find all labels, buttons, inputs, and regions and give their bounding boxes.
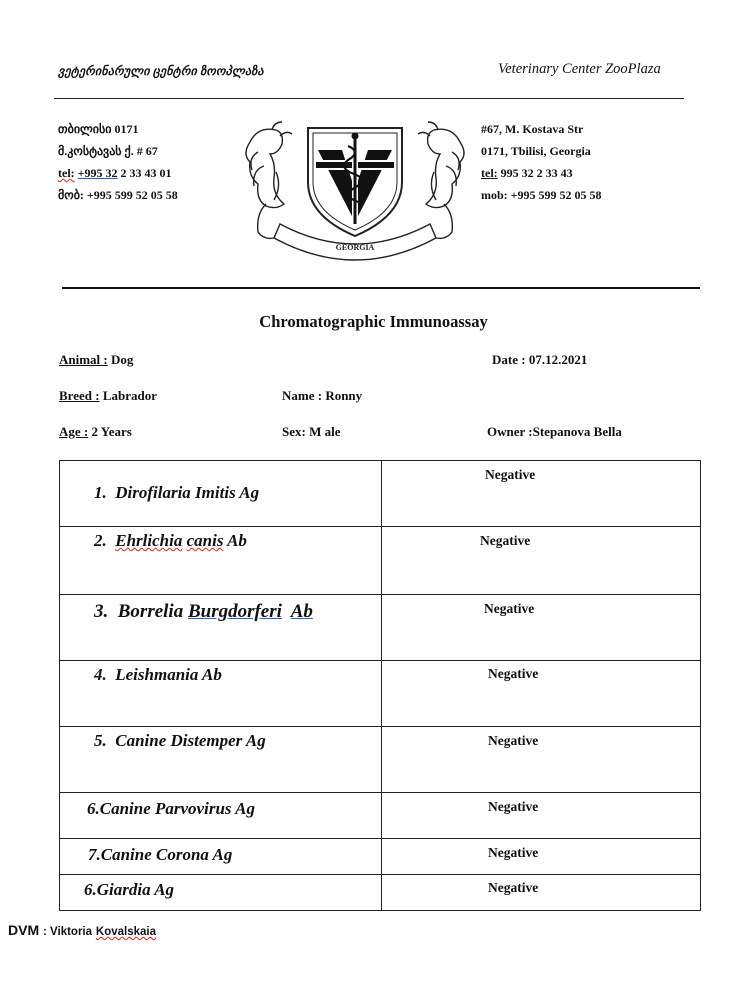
- address-street: მ.კოსტავას ქ. # 67: [58, 144, 158, 158]
- table-row: [60, 793, 701, 839]
- test-result: Negative: [488, 799, 539, 814]
- test-result: Negative: [485, 467, 536, 482]
- table-row: [60, 727, 701, 793]
- clinic-coat-of-arms-logo: [236, 112, 474, 262]
- table-row: [60, 461, 701, 527]
- veterinarian-signature-line: DVM : Viktoria Kovalskaia: [8, 922, 157, 938]
- owner-field: Owner :Stepanova Bella: [487, 424, 622, 439]
- address-city-en: 0171, Tbilisi, Georgia: [481, 144, 591, 158]
- test-result: Negative: [488, 666, 539, 681]
- pet-name-field: Name : Ronny: [282, 388, 363, 403]
- address-mobile: მობ: +995 599 52 05 58: [58, 188, 178, 202]
- test-result: Negative: [484, 601, 535, 616]
- section-divider: [62, 287, 700, 289]
- results-table: [59, 460, 701, 911]
- test-result: Negative: [488, 733, 539, 748]
- table-row: [60, 595, 701, 661]
- address-english: [481, 118, 602, 206]
- header-divider: [54, 98, 684, 99]
- logo-banner-text: GEORGIA: [335, 243, 375, 252]
- address-phone-en: tel: 995 32 2 33 43: [481, 166, 573, 180]
- address-street-en: #67, M. Kostava Str: [481, 122, 584, 136]
- address-city: თბილისი 0171: [58, 122, 139, 136]
- test-name: 2. Ehrlichia canis Ab: [94, 531, 247, 550]
- test-name: 6.Giardia Ag: [84, 880, 175, 899]
- address-phone: tel: +995 32 2 33 43 01: [58, 166, 172, 180]
- test-result: Negative: [488, 880, 539, 895]
- address-mobile-en: mob: +995 599 52 05 58: [481, 188, 602, 202]
- test-result: Negative: [480, 533, 531, 548]
- table-row: [60, 661, 701, 727]
- sex-field: Sex: M ale: [282, 424, 341, 439]
- document-title: Chromatographic Immunoassay: [259, 312, 488, 331]
- breed-field: Breed : Labrador: [59, 388, 157, 403]
- test-name: 7.Canine Corona Ag: [88, 845, 233, 864]
- table-row: [60, 875, 701, 911]
- age-field: Age : 2 Years: [59, 424, 132, 439]
- english-clinic-title: Veterinary Center ZooPlaza: [498, 61, 661, 77]
- test-name: 4. Leishmania Ab: [94, 665, 222, 684]
- table-row: [60, 839, 701, 875]
- test-name: 3. Borrelia Burgdorferi Ab: [94, 601, 313, 622]
- test-result: Negative: [488, 845, 539, 860]
- date-field: Date : 07.12.2021: [492, 352, 588, 367]
- test-name: 6.Canine Parvovirus Ag: [87, 799, 255, 818]
- georgian-clinic-title: ვეტერინარული ცენტრი ზოოპლაზა: [58, 64, 264, 78]
- table-row: [60, 527, 701, 595]
- test-name: 5. Canine Distemper Ag: [94, 731, 266, 750]
- animal-field: Animal : Dog: [59, 352, 134, 367]
- test-name: 1. Dirofilaria Imitis Ag: [94, 483, 260, 502]
- address-georgian: [58, 118, 178, 206]
